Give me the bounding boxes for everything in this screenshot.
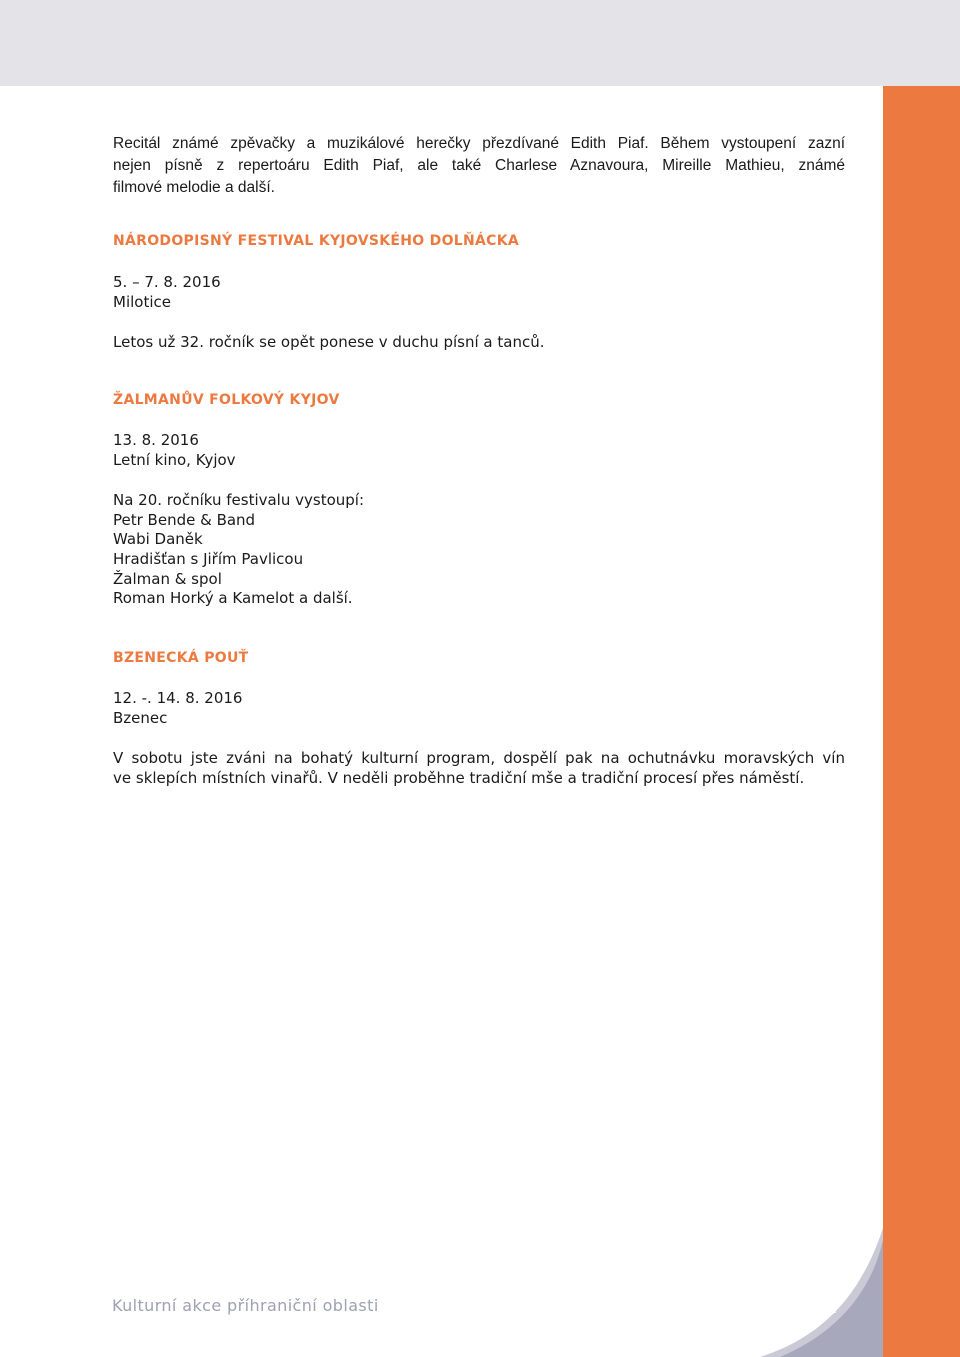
event-date: 5. – 7. 8. 2016 — [113, 273, 221, 291]
orange-side-bar — [883, 86, 960, 1357]
event-description: Letos už 32. ročník se opět ponese v duchu písní a tanců. — [113, 333, 545, 351]
lineup-item: Wabi Daněk — [113, 530, 203, 548]
event-place: Letní kino, Kyjov — [113, 451, 236, 469]
footer-title: Kulturní akce příhraniční oblasti — [112, 1296, 379, 1315]
event-title-zalmanuv: ŽALMANŮV FOLKOVÝ KYJOV — [113, 392, 340, 408]
event-description — [113, 748, 845, 788]
event-title-narodopisny: NÁRODOPISNÝ FESTIVAL KYJOVSKÉHO DOLŇÁCKA — [113, 233, 520, 249]
event-place: Milotice — [113, 293, 171, 311]
lineup-intro: Na 20. ročníku festivalu vystoupí: — [113, 491, 365, 509]
event-date: 12. -. 14. 8. 2016 — [113, 689, 243, 707]
intro-line: nejen písně z repertoáru Edith Piaf, ale také Charlese Aznavoura, Mireille Mathieu, známé — [113, 157, 845, 174]
intro-line: filmové melodie a další. — [113, 179, 275, 196]
lineup-item: Žalman & spol — [113, 570, 222, 588]
page-content — [113, 133, 845, 787]
intro-line: Recitál známé zpěvačky a muzikálové herečky přezdívané Edith Piaf. Během vystoupení zazní — [113, 135, 845, 152]
event-place: Bzenec — [113, 709, 168, 727]
lineup-item: Roman Horký a Kamelot a další. — [113, 589, 353, 607]
intro-paragraph — [113, 133, 845, 199]
top-band — [0, 0, 960, 86]
description-line: ve sklepích místních vinařů. V neděli proběhne tradiční mše a tradiční procesí přes náměstí. — [113, 769, 805, 787]
lineup-item: Hradišťan s Jiřím Pavlicou — [113, 550, 304, 568]
event-date: 13. 8. 2016 — [113, 431, 199, 449]
footer-swoosh-graphic — [700, 1228, 883, 1357]
page-number: 12 — [807, 1294, 838, 1319]
event-title-bzenecka: BZENECKÁ POUŤ — [113, 650, 249, 666]
lineup-item: Petr Bende & Band — [113, 511, 256, 529]
description-line: V sobotu jste zváni na bohatý kulturní program, dospělí pak na ochutnávku moravských vín — [113, 749, 845, 767]
